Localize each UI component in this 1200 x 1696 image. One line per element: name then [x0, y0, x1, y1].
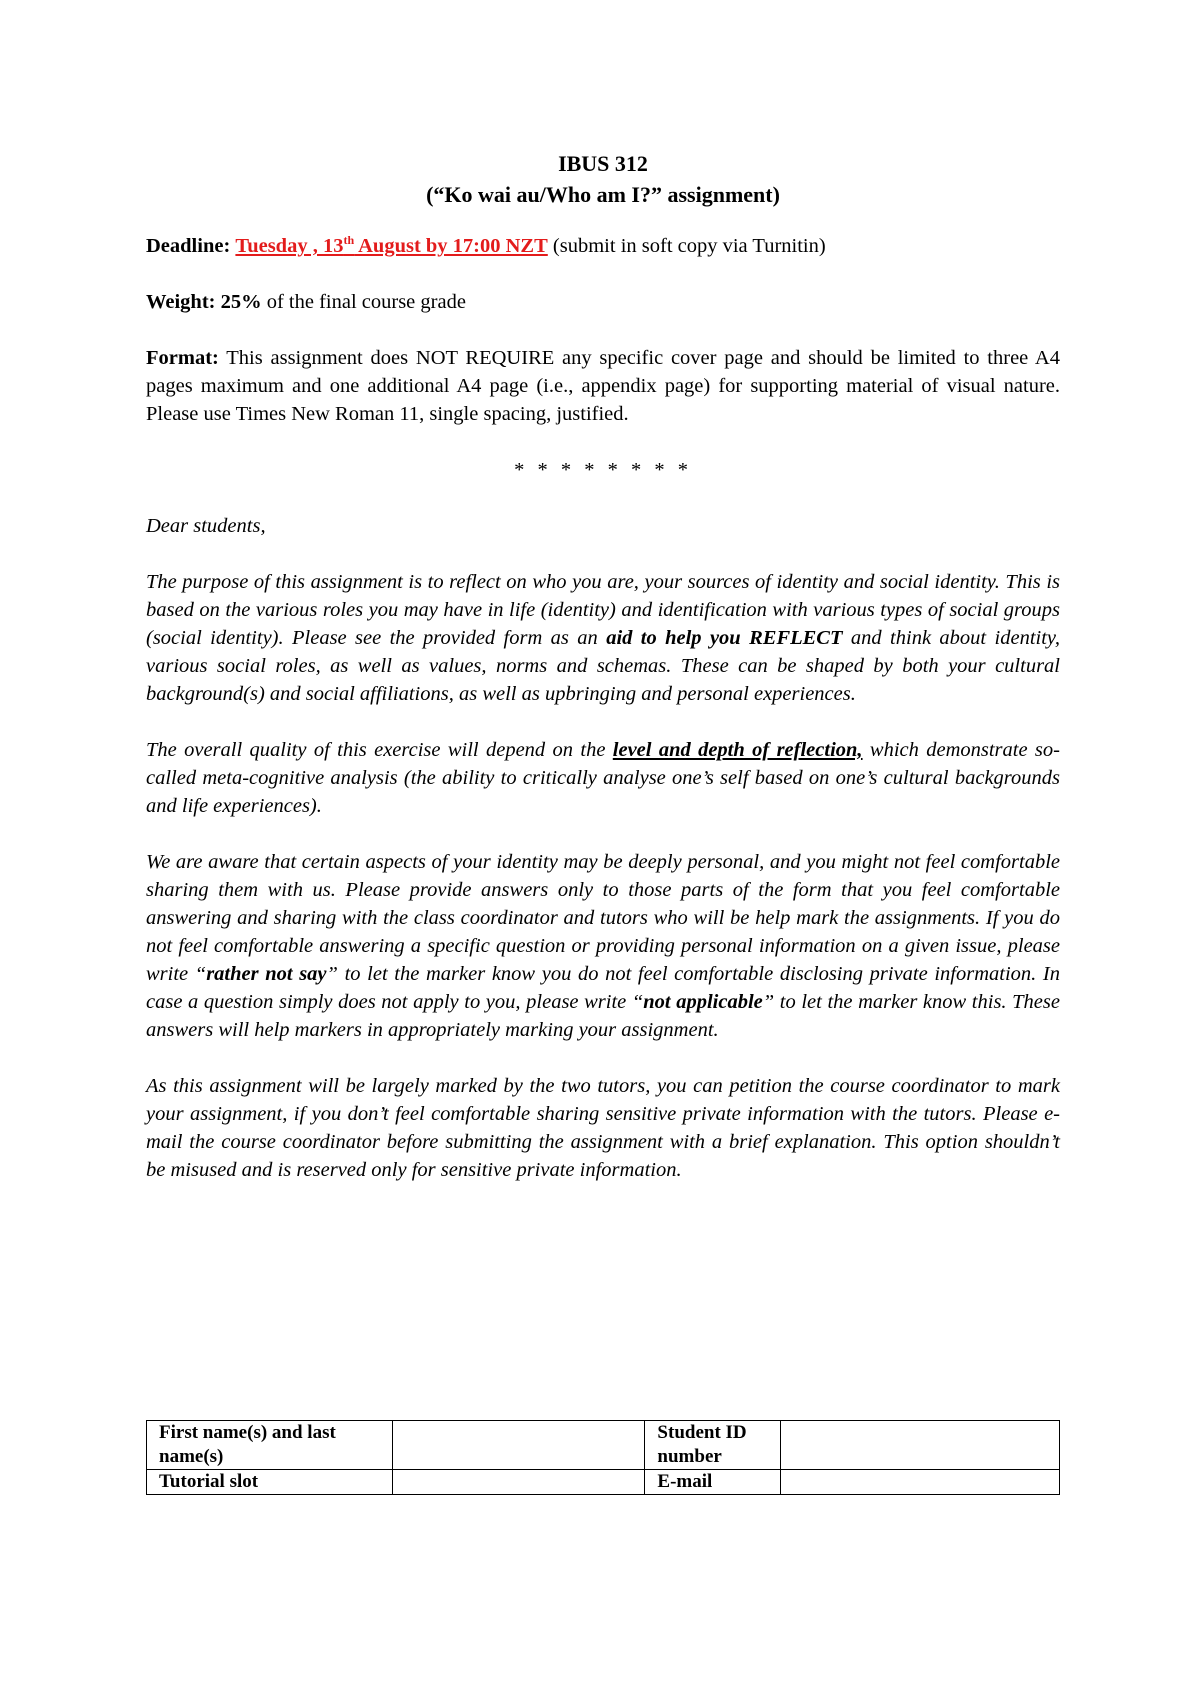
deadline-date-suffix: August by 17:00 NZT	[354, 235, 548, 257]
p3-text-e: ” to let the marker know this. These answers will help markers in appropriately marking your assignment.	[146, 991, 1060, 1041]
email-field[interactable]	[781, 1470, 1060, 1495]
p1-text-a: The purpose of this assignment is to reflect on who you are, your sources of identity and social identity. This is based on the various roles you may have in life (identity) and identification with various types of social groups (social identity). Please see the provided form as an	[146, 571, 1060, 649]
format-paragraph	[146, 344, 1060, 428]
format-text: This assignment does NOT REQUIRE any specific cover page and should be limited to three A4 pages maximum and one additional A4 page (i.e., appendix page) for supporting material of visual nature. Please use Times New Roman 11, single spacing, justified.	[146, 347, 1060, 425]
tutorial-label: Tutorial slot	[147, 1470, 393, 1495]
course-code: IBUS 312	[558, 151, 648, 176]
p3-rather-not-say: rather not say	[206, 963, 327, 985]
names-field[interactable]	[392, 1421, 645, 1470]
letter-greeting: Dear students,	[146, 515, 266, 537]
deadline-label: Deadline:	[146, 235, 231, 257]
format-label: Format:	[146, 347, 219, 369]
student-id-label: Student ID number	[645, 1421, 781, 1470]
letter-paragraph-1	[146, 568, 1060, 708]
weight-label: Weight:	[146, 291, 216, 313]
weight-text: of the final course grade	[261, 291, 466, 313]
deadline-date	[235, 235, 547, 257]
p3-text-c: ” to let the marker know you do not feel comfortable disclosing private information. In case a question simply does not apply to you, please write “	[146, 963, 1060, 1013]
deadline-line	[146, 232, 1060, 260]
p2-emphasis: level and depth of reflection,	[612, 739, 863, 761]
tutorial-field[interactable]	[392, 1470, 645, 1495]
p1-text-c: and think about identity, various social roles, as well as values, norms and schemas. These can be shaped by both your cultural background(s) and social affiliations, as well as upbringing and personal experiences.	[146, 627, 1060, 705]
letter	[146, 512, 1060, 1184]
letter-paragraph-4: As this assignment will be largely marked by the two tutors, you can petition the course coordinator to mark your assignment, if you don’t feel comfortable sharing sensitive private information with the tutors. Please e-mail the course coordinator before submitting the assignment with a brief explanation. This option shouldn’t be misused and is reserved only for sensitive private information.	[146, 1075, 1060, 1181]
letter-paragraph-3	[146, 848, 1060, 1044]
letter-paragraph-2	[146, 736, 1060, 820]
weight-line	[146, 288, 1060, 316]
p3-text-a: We are aware that certain aspects of your identity may be deeply personal, and you might not feel comfortable sharing them with us. Please provide answers only to those parts of the form that you feel comfortable answering and sharing with the class coordinator and tutors who will be help mark the assignments. If you do not feel comfortable answering a specific question or providing personal information on a given issue, please write “	[146, 851, 1060, 985]
deadline-date-sup: th	[343, 233, 355, 248]
assignment-title: (“Ko wai au/Who am I?” assignment)	[426, 182, 780, 207]
document-body	[146, 148, 1060, 1212]
deadline-note: (submit in soft copy via Turnitin)	[547, 235, 826, 257]
table-row	[147, 1470, 1060, 1495]
deadline-date-prefix: Tuesday , 13	[235, 235, 344, 257]
p3-not-applicable: not applicable	[643, 991, 763, 1013]
separator: * * * * * * * *	[514, 459, 692, 481]
student-info-table	[146, 1420, 1060, 1495]
p2-text-a: The overall quality of this exercise will depend on the	[146, 739, 613, 761]
p1-emphasis: aid to help you REFLECT	[606, 627, 843, 649]
weight-value: 25%	[220, 291, 262, 313]
p2-text-c: which demonstrate so-called meta-cognitive analysis (the ability to critically analyse one’s self based on one’s cultural backgrounds and life experiences).	[146, 739, 1060, 817]
table-row	[147, 1421, 1060, 1470]
names-label: First name(s) and last name(s)	[147, 1421, 393, 1470]
student-id-field[interactable]	[781, 1421, 1060, 1470]
email-label: E-mail	[645, 1470, 781, 1495]
